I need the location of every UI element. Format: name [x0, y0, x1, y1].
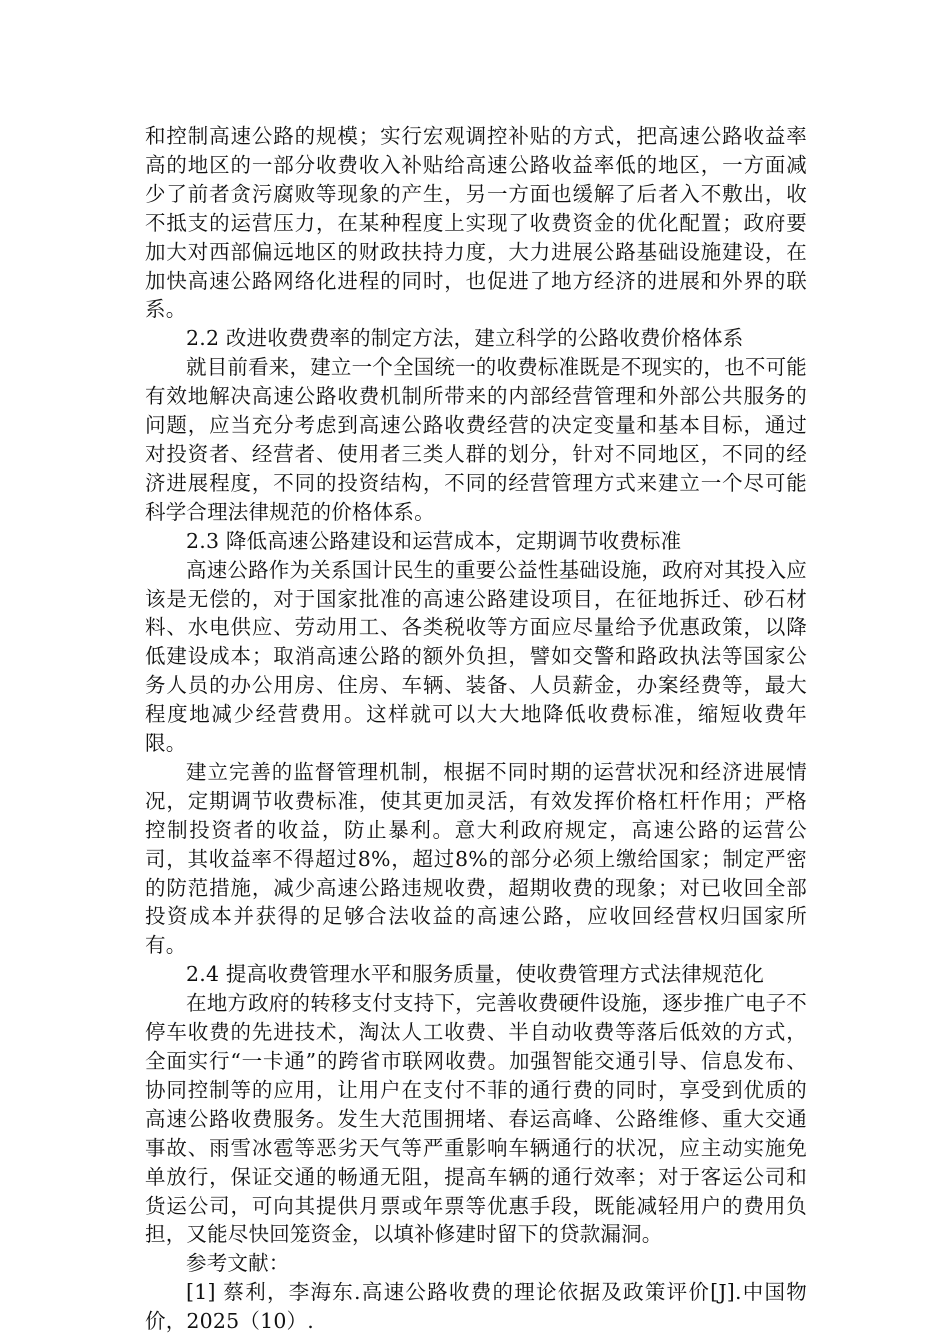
section-heading-2-4: 2.4 提高收费管理水平和服务质量，使收费管理方式法律规范化: [186, 962, 765, 987]
paragraph-2-3-a: 高速公路作为关系国计民生的重要公益性基础设施，政府对其投入应该是无偿的，对于国家批准的高速公路建设项目，在征地拆迁、砂石材料、水电供应、劳动用工、各类税收等方面应尽量给予优惠政策，以降低建设成本；取消高速公路的额外负担，譬如交警和路政执法等国家公务人员的办公用房、住房、车辆、装备、人员薪金，办案经费等，最大程度地减少经营费用。这样就可以大大地降低收费标准，缩短收费年限。: [145, 557, 807, 756]
paragraph-2-4: 在地方政府的转移支付支持下，完善收费硬件设施，逐步推广电子不停车收费的先进技术，淘汰人工收费、半自动收费等落后低效的方式，全面实行“一卡通”的跨省市联网收费。加强智能交通引导、信息发布、协同控制等的应用，让用户在支付不菲的通行费的同时，享受到优质的高速公路收费服务。发生大范围拥堵、春运高峰、公路维修、重大交通事故、雨雪冰雹等恶劣天气等严重影响车辆通行的状况，应主动实施免单放行，保证交通的畅通无阻，提高车辆的通行效率；对于客运公司和货运公司，可向其提供月票或年票等优惠手段，既能减轻用户的费用负担，又能尽快回笼资金，以填补修建时留下的贷款漏洞。: [145, 991, 807, 1247]
paragraph-2-3-b: 建立完善的监督管理机制，根据不同时期的运营状况和经济进展情况，定期调节收费标准，使其更加灵活，有效发挥价格杠杆作用；严格控制投资者的收益，防止暴利。意大利政府规定，高速公路的运营公司，其收益率不得超过8%，超过8%的部分必须上缴给国家；制定严密的防范措施，减少高速公路违规收费，超期收费的现象；对已收回全部投资成本并获得的足够合法收益的高速公路，应收回经营权归国家所有。: [145, 759, 807, 958]
references-heading: 参考文献：: [186, 1251, 290, 1276]
section-heading-2-2: 2.2 改进收费费率的制定方法，建立科学的公路收费价格体系: [186, 326, 744, 351]
paragraph-continuation: 和控制高速公路的规模；实行宏观调控补贴的方式，把高速公路收益率高的地区的一部分收费收入补贴给高速公路收益率低的地区，一方面减少了前者贪污腐败等现象的产生，另一方面也缓解了后者入不敷出，收不抵支的运营压力，在某种程度上实现了收费资金的优化配置；政府要加大对西部偏远地区的财政扶持力度，大力进展公路基础设施建设，在加快高速公路网络化进程的同时，也促进了地方经济的进展和外界的联系。: [145, 124, 807, 322]
reference-item: [1] 蔡利，李海东.高速公路收费的理论依据及政策评价[J].中国物价，2025（10）.: [145, 1280, 807, 1334]
paragraph-2-2: 就目前看来，建立一个全国统一的收费标准既是不现实的，也不可能有效地解决高速公路收费机制所带来的内部经营管理和外部公共服务的问题，应当充分考虑到高速公路收费经营的决定变量和基本目标，通过对投资者、经营者、使用者三类人群的划分，针对不同地区，不同的经济进展程度，不同的投资结构，不同的经营管理方式来建立一个尽可能科学合理法律规范的价格体系。: [145, 355, 807, 524]
document-body: [145, 122, 807, 1336]
section-heading-2-3: 2.3 降低高速公路建设和运营成本，定期调节收费标准: [186, 528, 682, 553]
